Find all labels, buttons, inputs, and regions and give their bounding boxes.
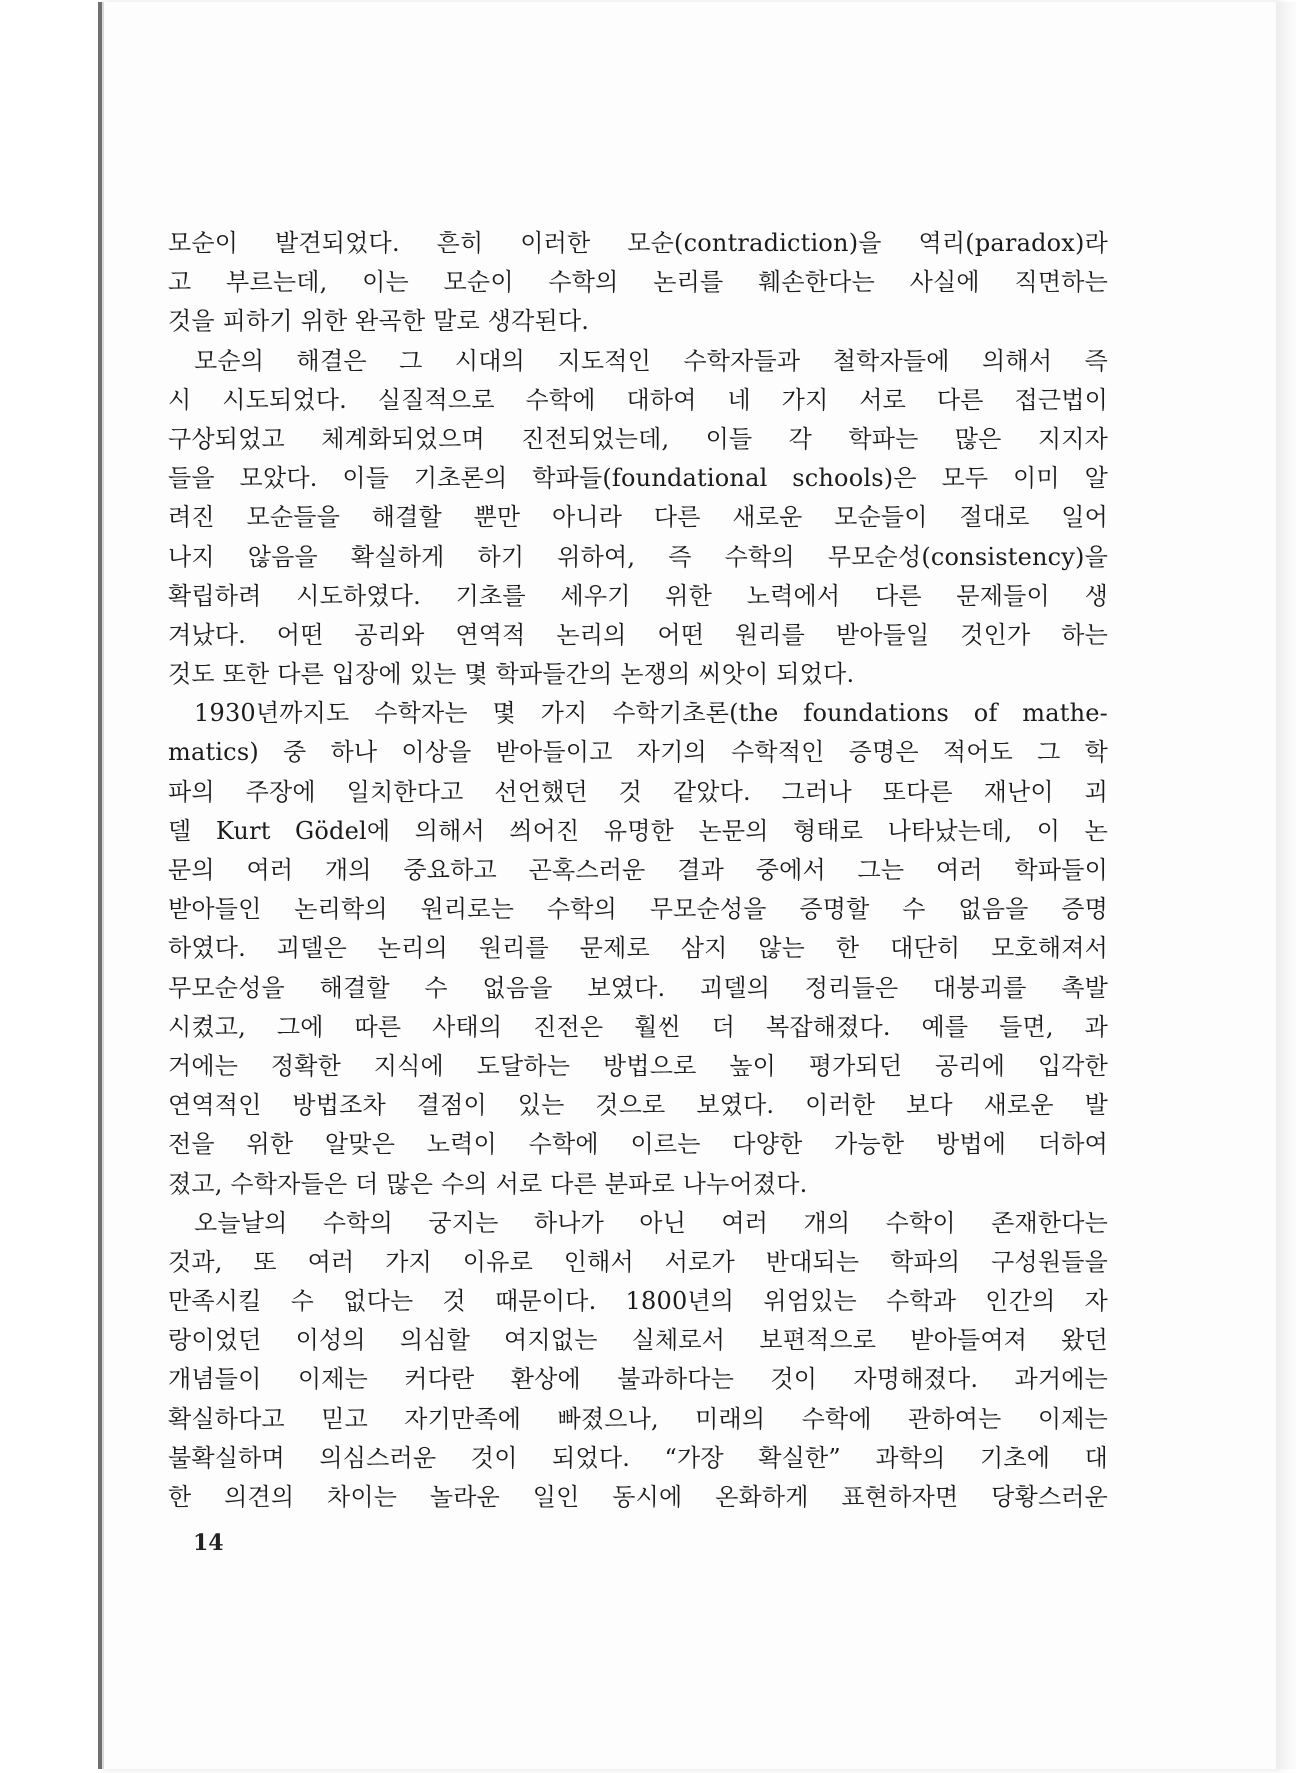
text-line: 고 부르는데, 이는 모순이 수학의 논리를 훼손한다는 사실에 직면하는 [168, 268, 1108, 297]
text-line: 려진 모순들을 해결할 뿐만 아니라 다른 새로운 모순들이 절대로 일어 [168, 503, 1108, 532]
text-line: 받아들인 논리학의 원리로는 수학의 무모순성을 증명할 수 없음을 증명 [168, 895, 1108, 924]
text-line: 시켰고, 그에 따른 사태의 진전은 훨씬 더 복잡해졌다. 예를 들면, 과 [168, 1012, 1108, 1041]
text-line: matics) 중 하나 이상을 받아들이고 자기의 수학적인 증명은 적어도 그 학 [168, 738, 1108, 767]
page-number: 14 [193, 1530, 224, 1556]
text-line: 만족시킬 수 없다는 것 때문이다. 1800년의 위엄있는 수학과 인간의 자 [168, 1287, 1108, 1316]
text-line: 것과, 또 여러 가지 이유로 인해서 서로가 반대되는 학파의 구성원들을 [168, 1247, 1108, 1276]
text-line: 들을 모았다. 이들 기초론의 학파들(foundational schools)은 모두 이미 알 [168, 464, 1108, 493]
text-line: 것도 또한 다른 입장에 있는 몇 학파들간의 논쟁의 씨앗이 되었다. [168, 660, 855, 689]
text-line: 나지 않음을 확실하게 하기 위하여, 즉 수학의 무모순성(consistency)을 [168, 542, 1108, 571]
text-line: 것을 피하기 위한 완곡한 말로 생각된다. [168, 307, 590, 336]
text-line: 확실하다고 믿고 자기만족에 빠졌으나, 미래의 수학에 관하여는 이제는 [168, 1404, 1108, 1433]
text-line: 불확실하며 의심스러운 것이 되었다. “가장 확실한” 과학의 기초에 대 [168, 1443, 1108, 1472]
page-edge-shadow [1276, 2, 1296, 1769]
text-line: 확립하려 시도하였다. 기초를 세우기 위한 노력에서 다른 문제들이 생 [168, 581, 1108, 610]
text-line: 무모순성을 해결할 수 없음을 보였다. 괴델의 정리들은 대붕괴를 촉발 [168, 973, 1108, 1002]
text-line: 구상되었고 체계화되었으며 진전되었는데, 이들 각 학파는 많은 지지자 [168, 424, 1108, 453]
text-line: 델 Kurt Gödel에 의해서 씌어진 유명한 논문의 형태로 나타났는데, 이 논 [168, 816, 1108, 845]
text-line: 하였다. 괴델은 논리의 원리를 문제로 삼지 않는 한 대단히 모호해져서 [168, 934, 1108, 963]
text-line: 모순이 발견되었다. 흔히 이러한 모순(contradiction)을 역리(paradox)라 [168, 229, 1108, 257]
text-line: 시 시도되었다. 실질적으로 수학에 대하여 네 가지 서로 다른 접근법이 [168, 385, 1108, 414]
text-line: 개념들이 이제는 커다란 환상에 불과하다는 것이 자명해졌다. 과거에는 [168, 1365, 1108, 1394]
viewer-background [0, 0, 98, 1773]
text-line: 전을 위한 알맞은 노력이 수학에 이르는 다양한 가능한 방법에 더하여 [168, 1130, 1108, 1159]
body-text [168, 224, 1108, 1517]
text-line: 랑이었던 이성의 의심할 여지없는 실체로서 보편적으로 받아들여져 왔던 [168, 1326, 1108, 1355]
text-line: 문의 여러 개의 중요하고 곤혹스러운 결과 중에서 그는 여러 학파들이 [168, 856, 1108, 884]
text-line: 겨났다. 어떤 공리와 연역적 논리의 어떤 원리를 받아들일 것인가 하는 [168, 620, 1108, 649]
text-line: 한 의견의 차이는 놀라운 일인 동시에 온화하게 표현하자면 당황스러운 [168, 1483, 1108, 1511]
paragraph-start-line: 모순의 해결은 그 시대의 지도적인 수학자들과 철학자들에 의해서 즉 [194, 346, 1108, 375]
text-line: 파의 주장에 일치한다고 선언했던 것 같았다. 그러나 또다른 재난이 괴 [168, 777, 1108, 806]
text-line: 연역적인 방법조차 결점이 있는 것으로 보였다. 이러한 보다 새로운 발 [168, 1091, 1108, 1120]
text-line: 거에는 정확한 지식에 도달하는 방법으로 높이 평가되던 공리에 입각한 [168, 1051, 1108, 1080]
paragraph-start-line: 오늘날의 수학의 궁지는 하나가 아닌 여러 개의 수학이 존재한다는 [194, 1208, 1108, 1237]
text-line: 졌고, 수학자들은 더 많은 수의 서로 다른 분파로 나누어졌다. [168, 1169, 808, 1198]
paragraph-start-line: 1930년까지도 수학자는 몇 가지 수학기초론(the foundations of mathe- [194, 699, 1108, 728]
